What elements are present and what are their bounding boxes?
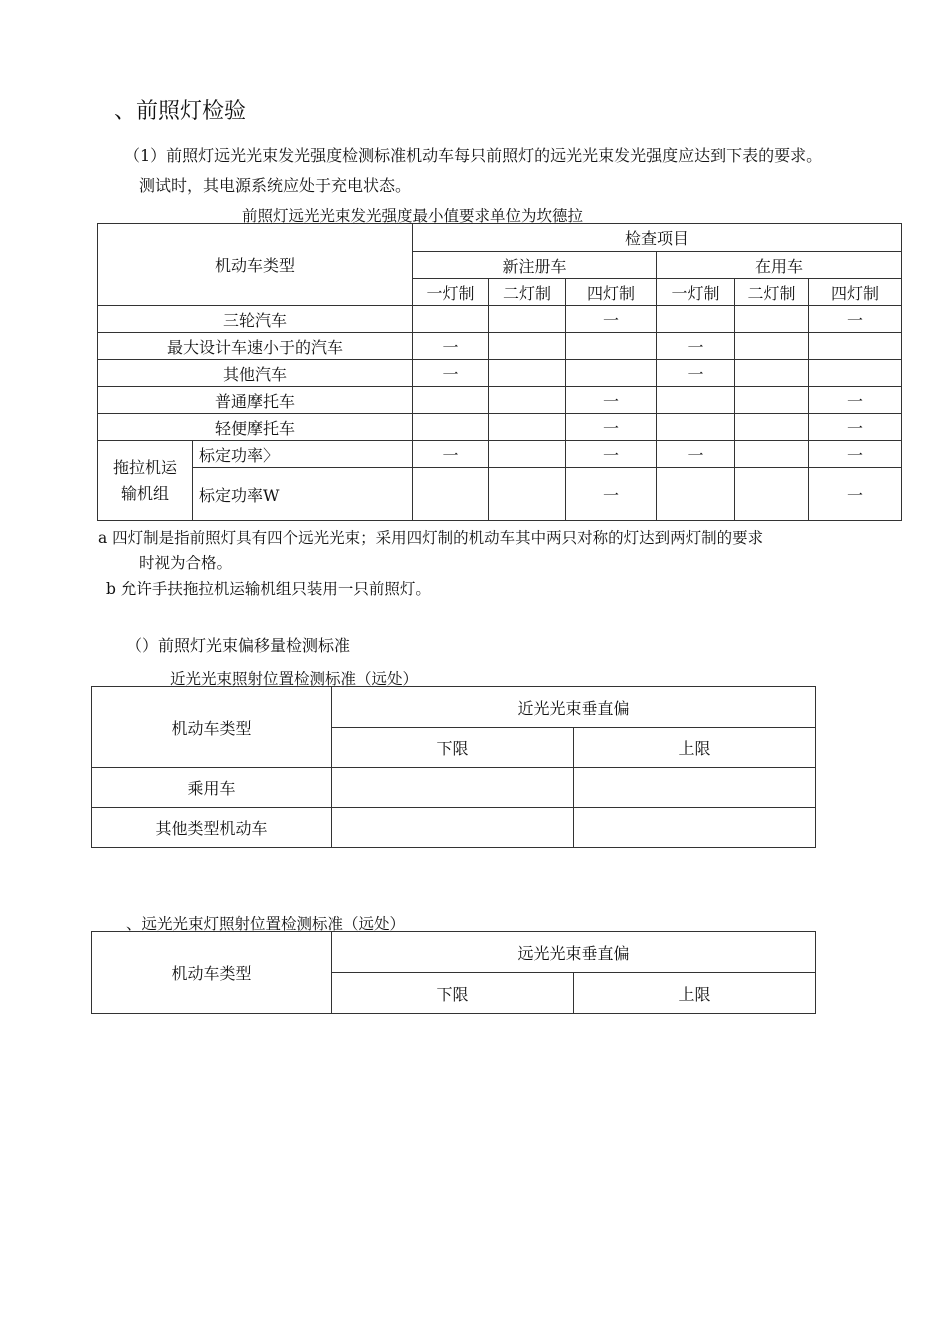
table-cell bbox=[574, 808, 816, 848]
table-cell bbox=[413, 387, 489, 414]
table-cell bbox=[332, 808, 574, 848]
table-cell: 一 bbox=[809, 468, 902, 521]
header-in-use: 在用车 bbox=[657, 252, 902, 279]
header-lower-limit: 下限 bbox=[332, 728, 574, 768]
table2-caption: 近光光束照射位置检测标准（远处） bbox=[170, 670, 419, 688]
table-cell bbox=[489, 468, 566, 521]
table-cell bbox=[657, 306, 735, 333]
table-cell: 一 bbox=[413, 441, 489, 468]
table-cell bbox=[413, 468, 489, 521]
table-cell bbox=[735, 441, 809, 468]
table-row bbox=[98, 387, 902, 414]
table-cell bbox=[332, 768, 574, 808]
table-cell: 一 bbox=[657, 360, 735, 387]
table-cell bbox=[657, 414, 735, 441]
table-cell bbox=[735, 387, 809, 414]
table-cell: 一 bbox=[566, 414, 657, 441]
table-cell bbox=[489, 306, 566, 333]
header-upper-limit: 上限 bbox=[574, 728, 816, 768]
table-cell bbox=[735, 468, 809, 521]
subheader-cell: 一灯制 bbox=[413, 279, 489, 306]
header-vehicle-type: 机动车类型 bbox=[92, 687, 332, 768]
row-label: 三轮汽车 bbox=[98, 306, 413, 333]
table-cell: 一 bbox=[809, 441, 902, 468]
subheader-cell: 四灯制 bbox=[809, 279, 902, 306]
tractor-label-line-2: 输机组 bbox=[120, 483, 169, 503]
note-a-line-2: 时视为合格。 bbox=[139, 554, 233, 572]
subheader-cell: 二灯制 bbox=[489, 279, 566, 306]
table-row bbox=[98, 360, 902, 387]
row-label: 轻便摩托车 bbox=[98, 414, 413, 441]
note-a-line-1: a 四灯制是指前照灯具有四个远光光束；采用四灯制的机动车其中两只对称的灯达到两灯制的要求 bbox=[98, 529, 764, 547]
header-vehicle-type: 机动车类型 bbox=[98, 224, 413, 306]
table-row bbox=[98, 414, 902, 441]
table-cell bbox=[489, 360, 566, 387]
row-label: 普通摩托车 bbox=[98, 387, 413, 414]
table-cell: 一 bbox=[809, 414, 902, 441]
section2-title: （）前照灯光束偏移量检测标准 bbox=[126, 636, 351, 655]
header-low-beam-vertical-offset: 近光光束垂直偏 bbox=[332, 687, 816, 728]
table-cell bbox=[413, 414, 489, 441]
tractor-label-line-1: 拖拉机运 bbox=[112, 457, 177, 477]
table-cell bbox=[809, 360, 902, 387]
row-label: 最大设计车速小于的汽车 bbox=[98, 333, 413, 360]
table3-caption: 、远光光束灯照射位置检测标准（远处） bbox=[126, 915, 406, 933]
table-cell bbox=[735, 306, 809, 333]
table-row bbox=[98, 333, 902, 360]
table-cell bbox=[735, 333, 809, 360]
table-cell bbox=[566, 333, 657, 360]
table-row bbox=[98, 468, 902, 521]
paragraph-line-1: （1）前照灯远光光束发光强度检测标准机动车每只前照灯的远光光束发光强度应达到下表的要求。 bbox=[124, 146, 823, 165]
table-cell bbox=[566, 360, 657, 387]
header-new-registered: 新注册车 bbox=[413, 252, 657, 279]
note-b: b 允许手扶拖拉机运输机组只装用一只前照灯。 bbox=[106, 580, 431, 598]
subheader-cell: 一灯制 bbox=[657, 279, 735, 306]
header-vehicle-type: 机动车类型 bbox=[92, 932, 332, 1014]
row-label: 标定功率W bbox=[193, 468, 413, 521]
table-cell bbox=[489, 333, 566, 360]
row-label: 标定功率〉 bbox=[193, 441, 413, 468]
table-row bbox=[98, 441, 902, 468]
table-cell bbox=[735, 360, 809, 387]
table-cell: 一 bbox=[566, 387, 657, 414]
table-cell: 一 bbox=[413, 333, 489, 360]
luminous-intensity-table bbox=[97, 223, 902, 521]
row-label: 其他汽车 bbox=[98, 360, 413, 387]
table-cell bbox=[657, 387, 735, 414]
table-cell: 一 bbox=[566, 306, 657, 333]
table-cell bbox=[657, 468, 735, 521]
table-row bbox=[92, 768, 816, 808]
table-cell bbox=[489, 387, 566, 414]
section-title: 、前照灯检验 bbox=[114, 99, 247, 124]
header-check-items: 检查项目 bbox=[413, 224, 902, 252]
table-cell: 一 bbox=[809, 387, 902, 414]
table-cell: 一 bbox=[657, 333, 735, 360]
table-row bbox=[92, 808, 816, 848]
table-cell: 一 bbox=[657, 441, 735, 468]
table-cell bbox=[489, 414, 566, 441]
table-cell bbox=[413, 306, 489, 333]
subheader-cell: 二灯制 bbox=[735, 279, 809, 306]
table-row bbox=[98, 306, 902, 333]
table-cell: 一 bbox=[413, 360, 489, 387]
table-cell: 一 bbox=[566, 468, 657, 521]
low-beam-position-table bbox=[91, 686, 816, 848]
subheader-cell: 四灯制 bbox=[566, 279, 657, 306]
row-label: 其他类型机动车 bbox=[92, 808, 332, 848]
tractor-group-label bbox=[98, 441, 193, 521]
header-high-beam-vertical-offset: 远光光束垂直偏 bbox=[332, 932, 816, 973]
header-upper-limit: 上限 bbox=[574, 973, 816, 1014]
table-cell bbox=[735, 414, 809, 441]
header-lower-limit: 下限 bbox=[332, 973, 574, 1014]
table-cell bbox=[489, 441, 566, 468]
row-label: 乘用车 bbox=[92, 768, 332, 808]
table-cell: 一 bbox=[566, 441, 657, 468]
paragraph-line-2: 测试时，其电源系统应处于充电状态。 bbox=[139, 176, 412, 195]
table1-caption: 前照灯远光光束发光强度最小值要求单位为坎德拉 bbox=[242, 207, 584, 225]
table-cell: 一 bbox=[809, 306, 902, 333]
table-cell bbox=[809, 333, 902, 360]
high-beam-position-table bbox=[91, 931, 816, 1014]
table-cell bbox=[574, 768, 816, 808]
